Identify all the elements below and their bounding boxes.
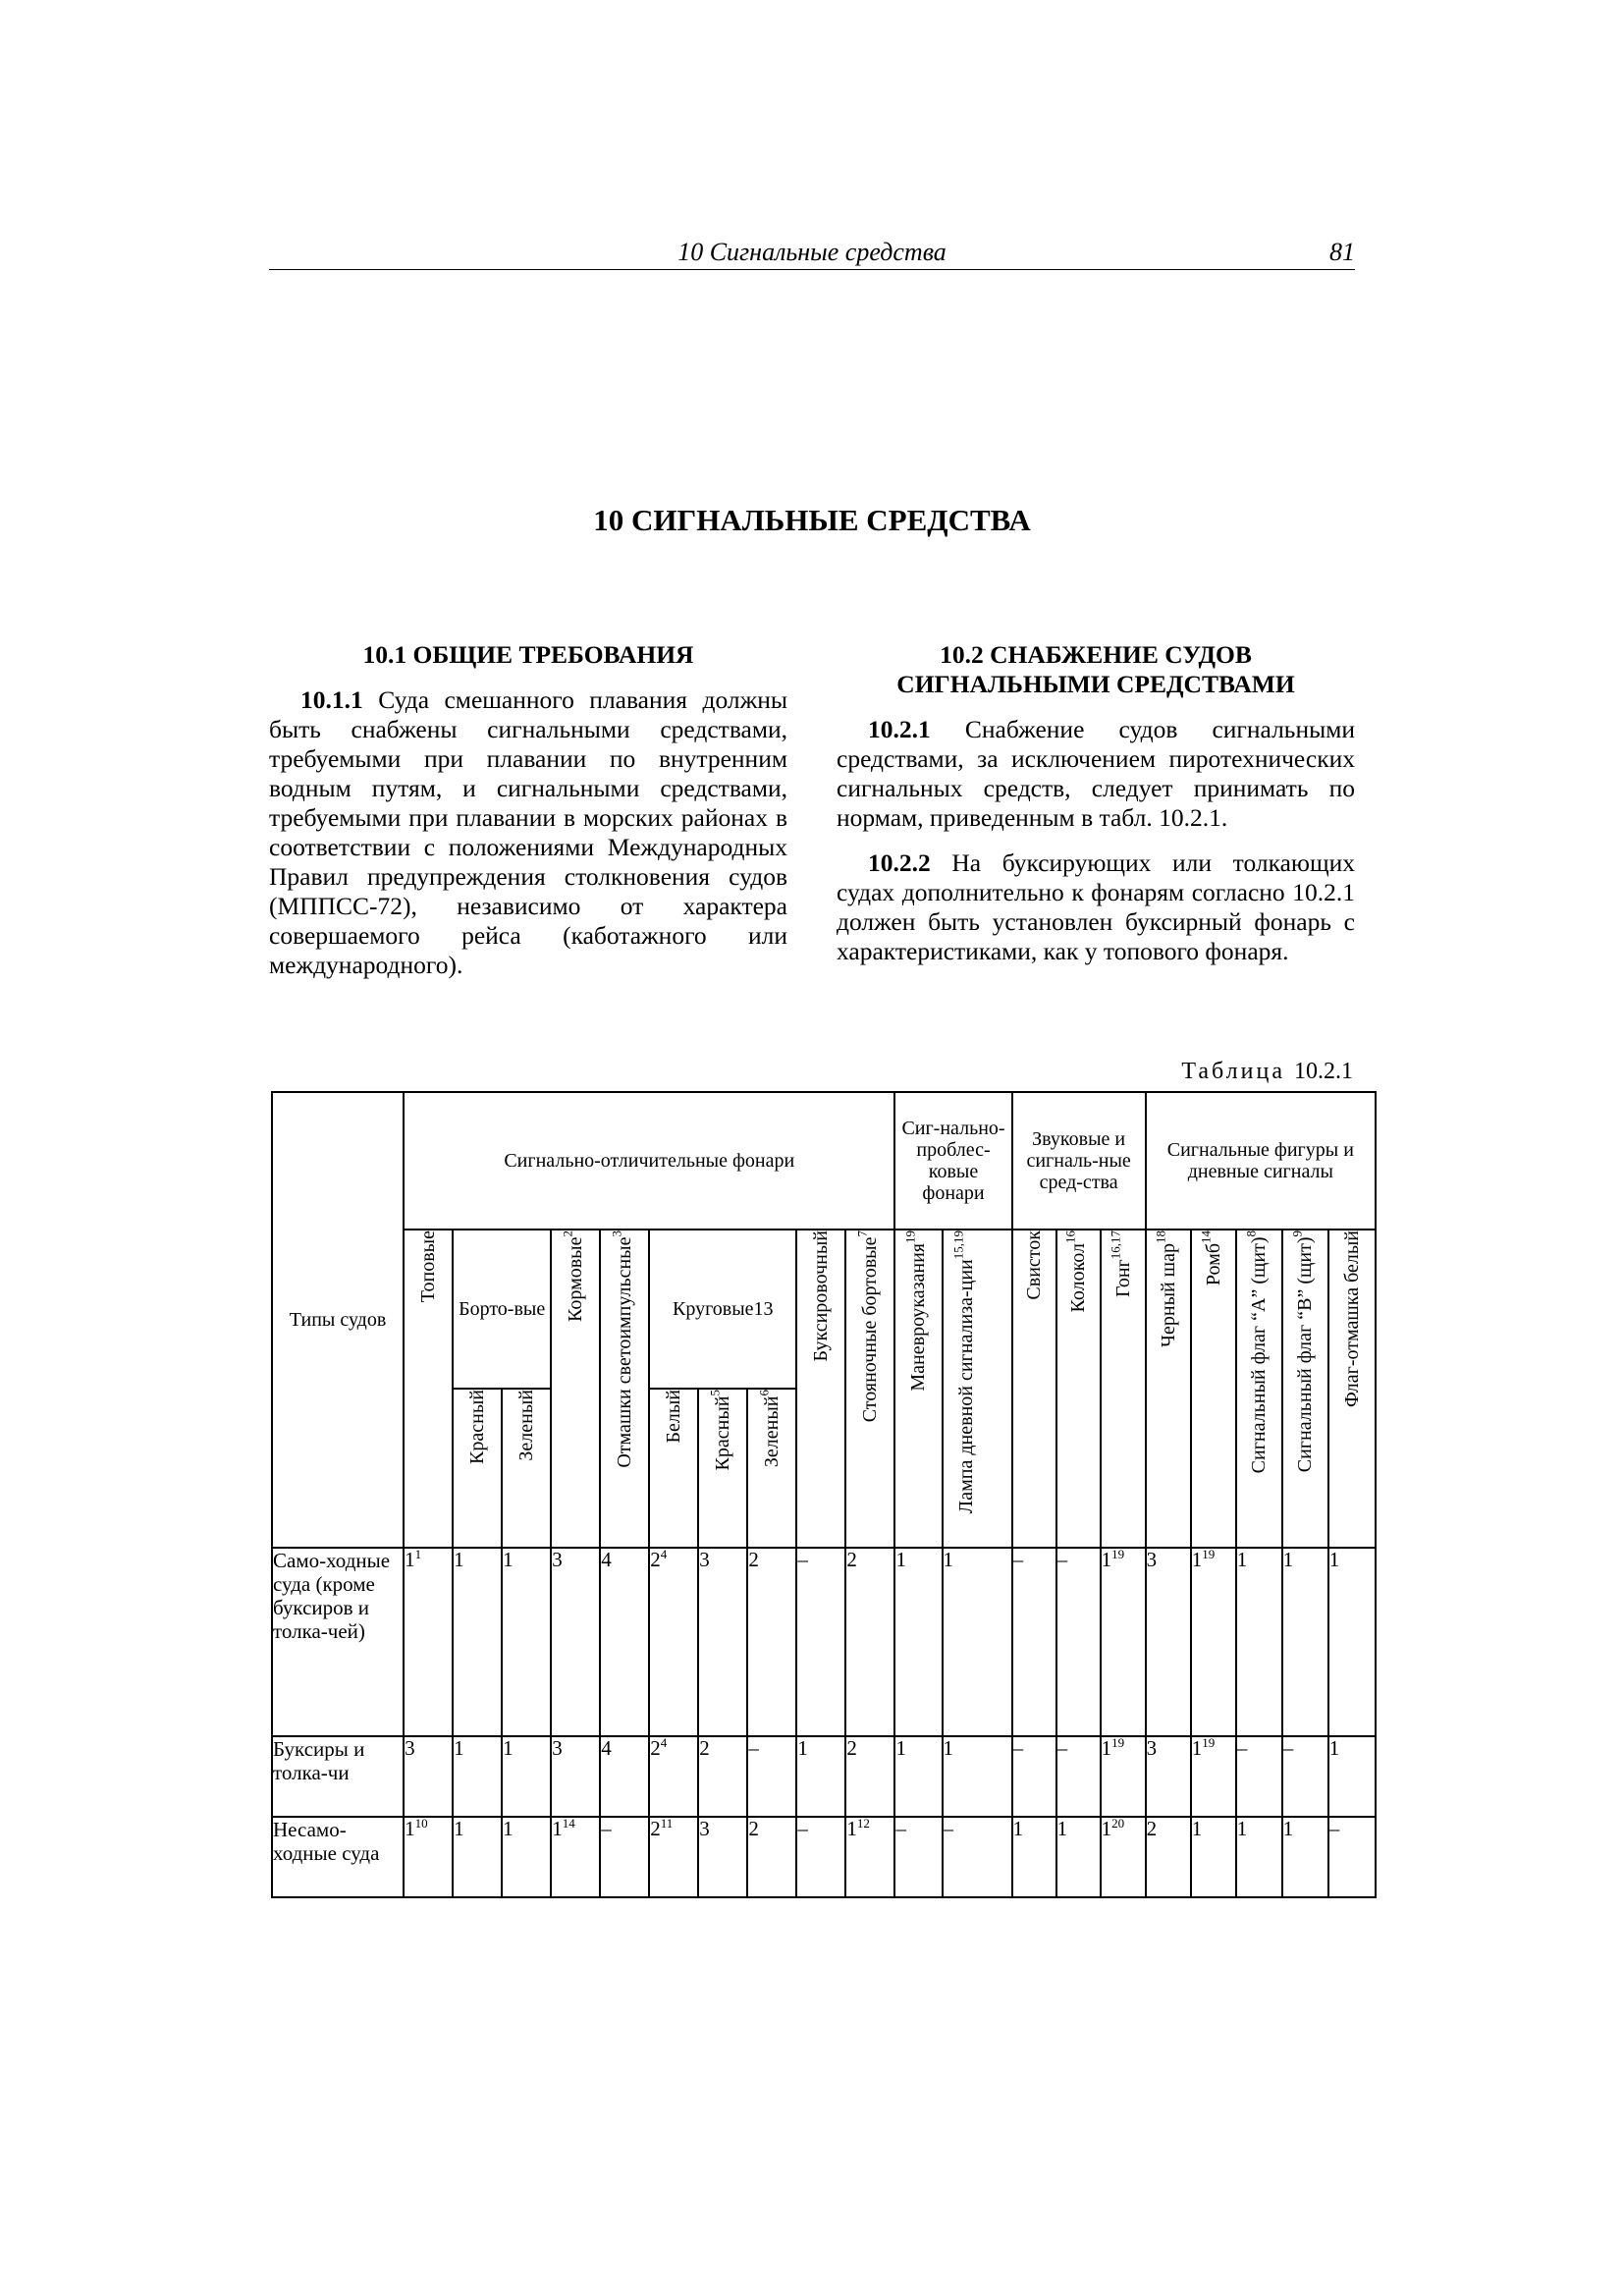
col-header-kormovye: Кормовые$^2$ (551, 1230, 600, 1548)
cell-value: 3 (1146, 1548, 1158, 1571)
cell-value: 2 (650, 1548, 661, 1571)
table-cell (1191, 1817, 1236, 1897)
page-number: 81 (1329, 238, 1355, 266)
col-header-manevr: Маневроуказания$^{19}$ (894, 1230, 942, 1548)
cell-value: 1 (1191, 1736, 1203, 1760)
col-header-zelenyj-round: Зеленый$^6$ (747, 1389, 796, 1548)
col-header-buksir: Буксировочный (796, 1230, 845, 1548)
col-header-topovye: Топовые (404, 1230, 453, 1548)
cell-value: – (748, 1736, 759, 1760)
cell-value: – (1056, 1736, 1068, 1760)
table-cell (453, 1736, 502, 1817)
section-10-2 (837, 640, 1355, 982)
section-10-1 (269, 640, 787, 996)
cell-value: 3 (405, 1736, 415, 1760)
paragraph-text: Суда смешанного плавания должны быть снабжены сигнальными средствами, требуемыми при плавании по внутренним водным путям, и сигнальными средствами, требуемыми при плавании в морских районах в соответствии с положениями Международных Правил предупреждения столкновения судов (МППСС-72), независимо от характера совершаемого рейса (каботажного или международного). (269, 685, 787, 979)
cell-value: 3 (552, 1736, 563, 1760)
col-header-belyj: Белый (649, 1389, 698, 1548)
table-cell (845, 1817, 894, 1897)
table-cell (943, 1736, 1012, 1817)
cell-value: – (943, 1817, 953, 1840)
cell-value: 2 (699, 1736, 710, 1760)
table-cell (1282, 1548, 1328, 1736)
cell-value: – (601, 1817, 612, 1840)
table-cell (1328, 1736, 1376, 1817)
table-cell (1056, 1736, 1101, 1817)
table-cell (502, 1817, 551, 1897)
table-cell (1101, 1817, 1146, 1897)
table-cell (502, 1736, 551, 1817)
col-header-zelenyj: Зеленый (502, 1389, 551, 1548)
table-row (272, 1548, 1376, 1736)
table-cell (747, 1548, 796, 1736)
paragraph-10-1-1 (269, 685, 787, 980)
cell-value: 1 (454, 1548, 464, 1571)
table-cell (1146, 1548, 1191, 1736)
cell-value: 1 (797, 1736, 808, 1760)
header-signal-lights: Сигнально-отличительные фонари (404, 1092, 894, 1230)
paragraph-number: 10.1.1 (300, 685, 363, 714)
cell-value: – (1282, 1736, 1294, 1760)
table-cell (1191, 1736, 1236, 1817)
running-header (269, 238, 1355, 270)
table-cell (1236, 1736, 1282, 1817)
table-cell (698, 1736, 747, 1817)
header-signal-figures: Сигнальные фигуры и дневные сигналы (1146, 1092, 1376, 1230)
table-cell (1191, 1548, 1236, 1736)
table-cell (551, 1817, 600, 1897)
table-cell (943, 1817, 1012, 1897)
table-cell (845, 1736, 894, 1817)
table-cell (453, 1817, 502, 1897)
col-header-side-lights: Борто-вые (453, 1230, 551, 1389)
col-header-gong: Гонг$^{16,17}$ (1101, 1230, 1146, 1548)
col-header-shar: Черный шар$^{18}$ (1146, 1230, 1191, 1548)
table-cell (1328, 1548, 1376, 1736)
table-cell (894, 1817, 942, 1897)
row-ship-type: Буксиры и толка-чи (272, 1736, 404, 1817)
table-cell (845, 1548, 894, 1736)
paragraph-number: 10.2.2 (868, 848, 931, 877)
row-ship-type: Несамо-ходные суда (272, 1817, 404, 1897)
cell-value: 1 (1328, 1548, 1340, 1571)
paragraph-text: Снабжение судов сигнальными средствами, за исключением пиротехнических сигнальных средств, следует принимать по нормам, приведенным в табл. 10.2.1. (837, 715, 1356, 832)
cell-value: 4 (601, 1548, 612, 1571)
cell-value: – (895, 1817, 906, 1840)
table-cell (943, 1548, 1012, 1736)
table-cell (649, 1548, 698, 1736)
table-cell (796, 1817, 845, 1897)
table-cell (1101, 1548, 1146, 1736)
cell-value: 1 (943, 1548, 953, 1571)
cell-value: 1 (1101, 1736, 1112, 1760)
paragraph-number: 10.2.1 (868, 715, 931, 743)
cell-footnote: 12 (856, 1816, 870, 1831)
table-cell (600, 1817, 649, 1897)
table-cell (796, 1548, 845, 1736)
table-row (272, 1736, 1376, 1817)
cell-value: 1 (895, 1736, 906, 1760)
paragraph-10-2-1 (837, 715, 1355, 833)
table-cell (698, 1817, 747, 1897)
cell-value: 1 (1056, 1817, 1068, 1840)
cell-value: 3 (552, 1548, 563, 1571)
cell-footnote: 19 (1202, 1547, 1216, 1561)
table-cell (404, 1817, 453, 1897)
col-header-krasnyj: Красный (453, 1389, 502, 1548)
paragraph-10-2-2 (837, 848, 1355, 966)
col-header-stoyan: Стояночные бортовые$^7$ (845, 1230, 894, 1548)
cell-value: – (1056, 1548, 1068, 1571)
table-caption-word: Таблица (1181, 1059, 1285, 1084)
table-cell (600, 1736, 649, 1817)
col-header-otmashki: Отмашки светоимпульсные$^3$ (600, 1230, 649, 1548)
cell-footnote: 4 (660, 1547, 668, 1561)
table-cell (1056, 1817, 1101, 1897)
table-caption (1181, 1059, 1353, 1085)
table-cell (1101, 1736, 1146, 1817)
header-ship-types: Типы судов (272, 1092, 404, 1548)
table-cell (600, 1548, 649, 1736)
cell-value: – (797, 1548, 808, 1571)
table-cell (649, 1817, 698, 1897)
cell-value: 2 (846, 1548, 857, 1571)
cell-value: 2 (650, 1736, 661, 1760)
col-header-krasnyj-round: Красный$^5$ (698, 1389, 747, 1548)
cell-value: 4 (601, 1736, 612, 1760)
cell-value: – (797, 1817, 808, 1840)
cell-footnote: 1 (414, 1547, 422, 1561)
table-cell (551, 1736, 600, 1817)
cell-value: 1 (895, 1548, 906, 1571)
section-heading: 10.2 СНАБЖЕНИЕ СУДОВ СИГНАЛЬНЫМИ СРЕДСТВАМИ (896, 640, 1295, 698)
table-caption-number: 10.2.1 (1294, 1059, 1353, 1084)
col-header-lampa: Лампа дневной сигнализа-ции$^{15,19}$ (943, 1230, 1012, 1548)
cell-footnote: 20 (1111, 1816, 1125, 1831)
table-cell (747, 1817, 796, 1897)
cell-value: 1 (1236, 1548, 1248, 1571)
table-cell (1282, 1736, 1328, 1817)
table-cell (1146, 1817, 1191, 1897)
cell-footnote: 4 (660, 1735, 668, 1750)
cell-value: 1 (1328, 1736, 1340, 1760)
cell-value: 1 (943, 1736, 953, 1760)
table-cell (1328, 1817, 1376, 1897)
table-cell (1236, 1548, 1282, 1736)
cell-value: 3 (699, 1548, 710, 1571)
col-header-round-lights: Круговые13 (649, 1230, 796, 1389)
cell-value: – (1328, 1817, 1340, 1840)
col-header-flag-b: Сигнальный флаг “В” (щит)$^9$ (1282, 1230, 1328, 1548)
cell-value: 1 (1282, 1817, 1294, 1840)
cell-value: 1 (405, 1548, 415, 1571)
cell-value: 2 (748, 1817, 759, 1840)
table-cell (698, 1548, 747, 1736)
cell-value: 1 (503, 1548, 514, 1571)
cell-footnote: 19 (1111, 1547, 1125, 1561)
table-cell (1236, 1817, 1282, 1897)
table-cell (1012, 1736, 1056, 1817)
col-header-romb: Ромб$^{14}$ (1191, 1230, 1236, 1548)
table-cell (551, 1548, 600, 1736)
cell-value: 1 (552, 1817, 563, 1840)
table-cell (894, 1736, 942, 1817)
table-cell (1282, 1817, 1328, 1897)
cell-value: 2 (1146, 1817, 1158, 1840)
table-cell (404, 1548, 453, 1736)
row-ship-type: Само-ходные суда (кроме буксиров и толка-чей) (272, 1548, 404, 1736)
table-cell (894, 1548, 942, 1736)
cell-value: 1 (503, 1736, 514, 1760)
section-heading: 10.1 ОБЩИЕ ТРЕБОВАНИЯ (362, 640, 694, 669)
cell-value: 1 (1101, 1817, 1112, 1840)
running-title: 10 Сигнальные средства (677, 238, 947, 266)
cell-value: – (1012, 1736, 1024, 1760)
cell-value: 1 (1236, 1817, 1248, 1840)
table-cell (649, 1736, 698, 1817)
table-cell (1146, 1736, 1191, 1817)
cell-value: 1 (1012, 1817, 1024, 1840)
cell-value: 3 (699, 1817, 710, 1840)
table-cell (1056, 1548, 1101, 1736)
cell-footnote: 19 (1111, 1735, 1125, 1750)
cell-footnote: 10 (414, 1816, 428, 1831)
paragraph-text: На буксирующих или толкающих судах дополнительно к фонарям согласно 10.2.1 должен быть установлен буксирный фонарь с характеристиками, как у топового фонаря. (837, 848, 1355, 965)
col-header-kolokol: Колокол$^{16}$ (1056, 1230, 1101, 1548)
cell-value: 1 (1191, 1817, 1203, 1840)
table-cell (1012, 1548, 1056, 1736)
cell-value: 1 (846, 1817, 857, 1840)
cell-value: 2 (846, 1736, 857, 1760)
table-cell (404, 1736, 453, 1817)
header-flash-lights: Сиг-нально-проблес-ковые фонари (894, 1092, 1011, 1230)
cell-value: 1 (1191, 1548, 1203, 1571)
col-header-flag-a: Сигнальный флаг “А” (щит)$^8$ (1236, 1230, 1282, 1548)
cell-value: 1 (1101, 1548, 1112, 1571)
cell-footnote: 11 (660, 1816, 674, 1831)
table-cell (747, 1736, 796, 1817)
cell-footnote: 19 (1202, 1735, 1216, 1750)
signal-equipment-table (271, 1091, 1377, 1898)
cell-value: 2 (650, 1817, 661, 1840)
cell-value: 2 (748, 1548, 759, 1571)
cell-value: 1 (405, 1817, 415, 1840)
cell-value: – (1236, 1736, 1248, 1760)
cell-value: 1 (454, 1736, 464, 1760)
table-body (272, 1548, 1376, 1897)
table-cell (1012, 1817, 1056, 1897)
cell-footnote: 14 (562, 1816, 575, 1831)
cell-value: 1 (503, 1817, 514, 1840)
table-cell (453, 1548, 502, 1736)
col-header-flag-white: Флаг-отмашка белый (1328, 1230, 1376, 1548)
header-sound-signals: Звуковые и сигналь-ные сред-ства (1012, 1092, 1146, 1230)
table-row (272, 1817, 1376, 1897)
cell-value: 3 (1146, 1736, 1158, 1760)
table-cell (796, 1736, 845, 1817)
cell-value: 1 (1282, 1548, 1294, 1571)
chapter-title: 10 СИГНАЛЬНЫЕ СРЕДСТВА (593, 503, 1031, 537)
cell-value: 1 (454, 1817, 464, 1840)
col-header-svistok: Свисток (1012, 1230, 1056, 1548)
cell-value: – (1012, 1548, 1024, 1571)
table-cell (502, 1548, 551, 1736)
